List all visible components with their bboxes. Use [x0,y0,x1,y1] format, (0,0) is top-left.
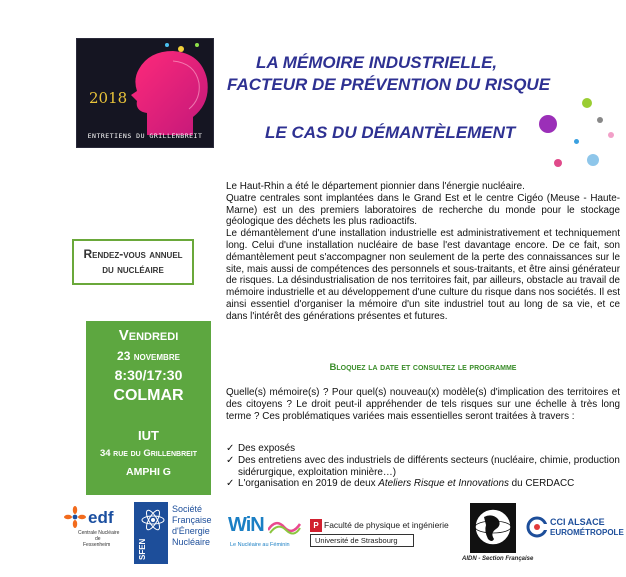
check-icon: ✓ [226,454,235,466]
intro-paragraph: Quatre centrales sont implantées dans le Grand Est et le centre Cigéo (Meuse - Haute-Marne) est un des premiers laboratoires de recherche du monde pour le stockage géologique des déchets les plus radioactifs. [226,192,620,228]
edf-logo [62,506,122,556]
sfen-name: Société Française d'Énergie Nucléaire [172,504,212,547]
intro-text [226,181,620,323]
cci-emblem-icon [526,516,548,538]
poster-year: 2018 [89,89,128,107]
check-icon: ✓ [226,443,235,454]
university-name: Université de Strasbourg [315,536,398,545]
check-icon: ✓ [226,478,235,490]
win-text: WiN [228,514,264,536]
questions-paragraph: Quelle(s) mémoire(s) ? Pour quel(s) nouveau(x) modèle(s) d'implication des territoires et des citoyens ? Le droit peut-il appréhender de tels risques sur une échelle à très long terme ? Ces problématiques variées mais essentielles seront traitées à travers : [226,387,620,422]
rendez-vous-box [72,239,194,285]
edf-subtitle: Centrale Nucléaire [78,530,120,536]
edf-subtitle: Fessenheim [83,542,111,548]
decor-dot [574,139,579,144]
decor-dot [587,154,599,166]
topics-list [226,443,620,490]
win-subtitle: Le Nucléaire au Féminin [230,542,290,548]
aidn-caption: AIDN - Section Française [462,556,534,562]
event-city: COLMAR [113,387,184,404]
unistra-logo [310,519,462,549]
cci-logo [526,514,626,544]
faculty-name: Faculté de physique et ingénierie [324,520,449,530]
decor-dot [539,115,557,133]
decor-dot [597,117,603,123]
event-time: 8:30/17:30 [114,367,183,383]
event-details-panel [86,321,211,495]
rendez-vous-line-2: du nucléaire [102,262,164,276]
aidn-logo [462,503,532,567]
globe-icon [470,503,516,553]
cci-line-2: EUROMÉTROPOLE [550,528,624,537]
event-date: 23 novembre [117,349,180,363]
edf-text: edf [88,508,114,527]
rendez-vous-line-1: Rendez-vous annuel [83,247,183,261]
list-item: ✓ L'organisation en 2019 de deux Ateliers Risque et Innovations du CERDACC [226,478,575,490]
title-line-1: LA MÉMOIRE INDUSTRIELLE, [256,53,498,72]
list-item: ✓ Des exposés [226,443,296,454]
title-line-2: FACTEUR DE PRÉVENTION DU RISQUE [227,75,551,94]
poster-caption: ENTRETIENS DU GRILLENBREIT [87,132,203,140]
list-item: ✓ Des entretiens avec des industriels de différents secteurs (nucléaire, chimie, production sidérurgique, exploitation minière…) [226,454,620,478]
event-venue: IUT [138,428,159,443]
cci-line-1: CCI ALSACE [550,517,605,527]
intro-paragraph: Le Haut-Rhin a été le département pionnier dans l'énergie nucléaire. [226,181,525,192]
edf-subtitle: de [95,536,101,542]
win-logo [228,514,304,554]
event-poster [76,38,214,148]
university-box [310,534,414,547]
intro-paragraph: Le démantèlement d'une installation industrielle est administrativement et techniquement long. Celui d'une installation nucléaire de base l'est davantage encore. De ce fait, son démantèlement peut s'accompagner non seulement de la perte des connaissances sur le site, mais aussi de compétences des personnels et sous-traitants, et être ainsi générateur de risques. La désindustrialisation de nos territoires fait, par ailleurs, obstacle au travail de mémoire industrielle et au développement d'une culture du risque dans nos sociétés. Il est ainsi essentiel d'organiser la mémoire d'un site industriel tout au long de sa vie, et ce dans l'intérêt des générations présentes et futures. [226,228,620,322]
sfen-logo [134,500,224,566]
decor-dot [582,98,592,108]
event-address: 34 rue du Grillenbreit [99,448,198,459]
atom-icon [140,508,166,532]
sfen-abbrev: SFEN [138,538,147,560]
title-line-3: LE CAS DU DÉMANTÈLEMENT [265,123,516,142]
fpi-badge-icon: P [310,519,322,532]
program-link[interactable]: Bloquez la date et consultez le programme [329,362,517,373]
event-day: Vendredi [118,327,179,344]
decor-dot [554,159,562,167]
win-ribbon-icon [268,518,302,536]
edf-flower-icon [64,506,86,528]
event-room: AMPHI G [126,466,171,478]
decor-dot [608,132,614,138]
